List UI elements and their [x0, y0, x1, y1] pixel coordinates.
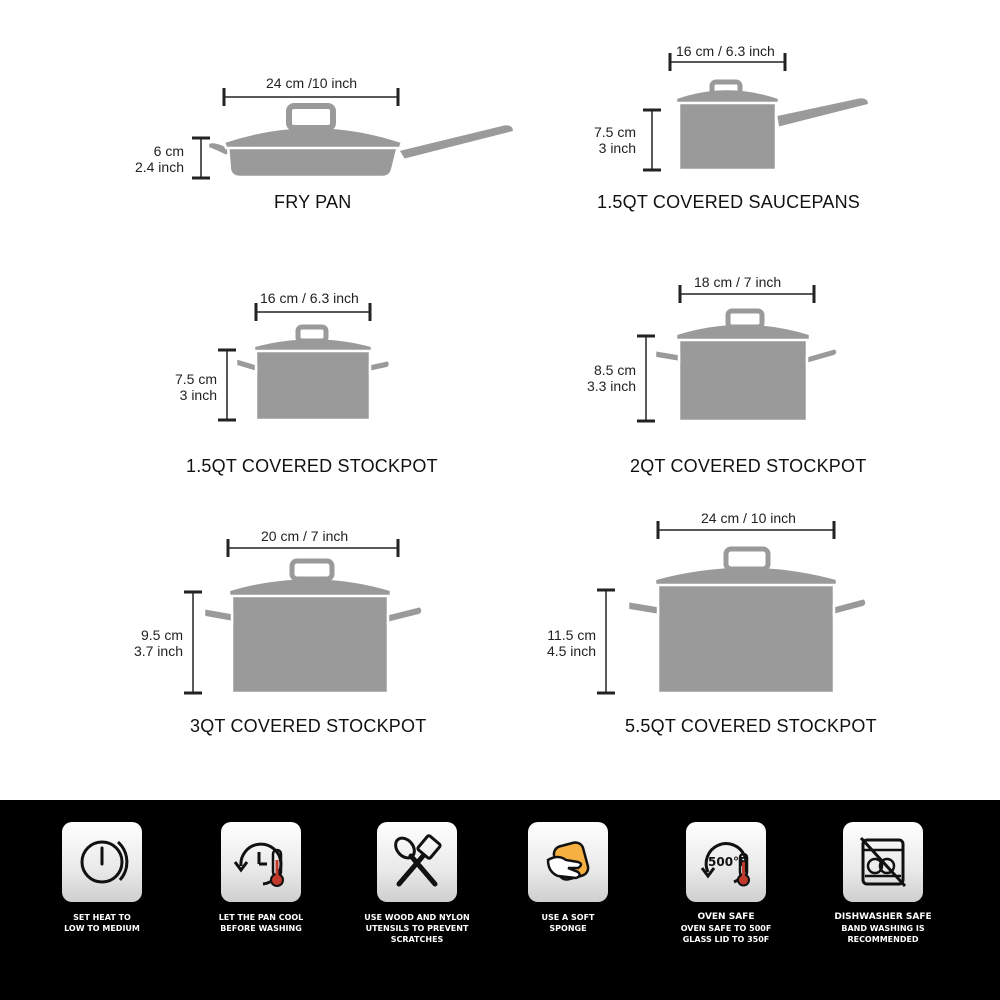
care-utensils-text: USE WOOD AND NYLON UTENSILS TO PREVENT SCRATCHES	[364, 913, 470, 944]
stockpot-1-5qt-drawing	[236, 327, 390, 420]
stockpot-2qt-height-in: 3.3 inch	[586, 378, 636, 394]
fry-pan-height-in: 2.4 inch	[134, 159, 184, 175]
fry-pan-label: FRY PAN	[274, 192, 352, 212]
stockpot-5-5qt-drawing	[628, 549, 867, 693]
stockpot-2qt-height-cm: 8.5 cm	[593, 362, 636, 378]
stockpot-2qt-width: 18 cm / 7 inch	[694, 274, 782, 290]
care-dishwasher-text: DISHWASHER SAFE BAND WASHING IS RECOMMENDED	[834, 912, 932, 944]
stockpot-5-5qt-height	[526, 627, 596, 659]
care-heat-text: SET HEAT TO LOW TO MEDIUM	[64, 913, 140, 933]
stockpot-1-5qt-width: 16 cm / 6.3 inch	[260, 290, 359, 306]
fry-pan-height-cm: 6 cm	[153, 143, 184, 159]
stockpot-5-5qt-width: 24 cm / 10 inch	[701, 510, 796, 526]
fry-pan-height	[114, 143, 184, 175]
stockpot-2qt-drawing	[655, 311, 838, 421]
saucepan-drawing	[676, 82, 869, 170]
stockpot-5-5qt-height-in: 4.5 inch	[546, 643, 596, 659]
dishwasher-icon	[843, 822, 923, 902]
stockpot-3qt-height	[113, 627, 183, 659]
fry-pan-drawing	[208, 106, 514, 177]
care-utensils	[342, 822, 492, 945]
stockpot-3qt-width: 20 cm / 7 inch	[261, 528, 349, 544]
stockpot-2qt-label: 2QT COVERED STOCKPOT	[630, 456, 867, 476]
fry-pan-width: 24 cm /10 inch	[266, 75, 358, 91]
saucepan-width: 16 cm / 6.3 inch	[676, 43, 775, 59]
care-oven-text: OVEN SAFE OVEN SAFE TO 500F GLASS LID TO 350F	[680, 912, 772, 944]
care-oven	[651, 822, 801, 945]
stockpot-3qt-height-cm: 9.5 cm	[140, 627, 183, 643]
care-cool-text: LET THE PAN COOL BEFORE WASHING	[218, 913, 304, 933]
stockpot-1-5qt-height-cm: 7.5 cm	[174, 371, 217, 387]
stockpot-3qt-height-in: 3.7 inch	[133, 643, 183, 659]
oven-thermometer-icon	[686, 822, 766, 902]
stockpot-3qt-label: 3QT COVERED STOCKPOT	[190, 716, 427, 736]
stockpot-1-5qt-height-in: 3 inch	[179, 387, 217, 403]
care-sponge-text: USE A SOFT SPONGE	[541, 913, 595, 933]
clock-thermometer-icon	[221, 822, 301, 902]
sponge-hand-icon	[528, 822, 608, 902]
stockpot-2qt-height	[566, 362, 636, 394]
saucepan-height	[566, 124, 636, 156]
saucepan-height-cm: 7.5 cm	[593, 124, 636, 140]
care-sponge	[493, 822, 643, 934]
care-heat	[27, 822, 177, 934]
stockpot-3qt-drawing	[204, 561, 423, 693]
care-instructions-bar	[0, 800, 1000, 1000]
saucepan-label: 1.5QT COVERED SAUCEPANS	[597, 192, 861, 212]
stockpot-5-5qt-height-cm: 11.5 cm	[547, 627, 596, 643]
stockpot-1-5qt-label: 1.5QT COVERED STOCKPOT	[186, 456, 438, 476]
oven-temp-text: 500°F	[708, 855, 748, 869]
saucepan-height-in: 3 inch	[598, 140, 636, 156]
stockpot-5-5qt-label: 5.5QT COVERED STOCKPOT	[625, 716, 877, 736]
stockpot-1-5qt-height	[147, 371, 217, 403]
spoon-spatula-icon	[377, 822, 457, 902]
care-dishwasher	[808, 822, 958, 945]
care-cool	[186, 822, 336, 934]
power-dial-icon	[62, 822, 142, 902]
